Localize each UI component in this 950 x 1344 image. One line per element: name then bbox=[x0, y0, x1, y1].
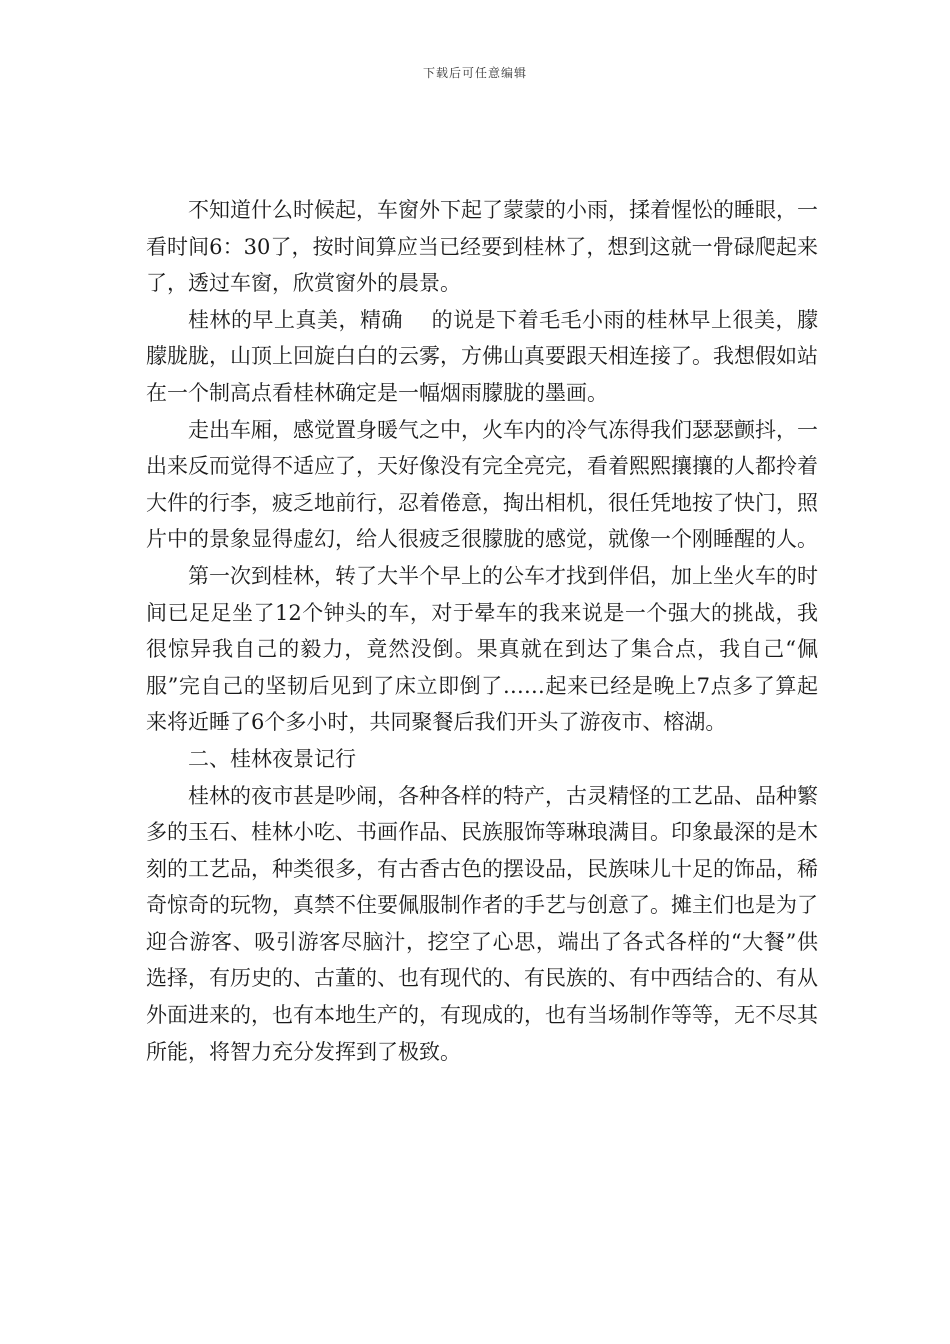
section-heading: 二、桂林夜景记行 bbox=[188, 746, 356, 771]
paragraph-5: 桂林的夜市甚是吵闹，各种各样的特产，古灵精怪的工艺品、品种繁多的玉石、桂林小吃、书画作品、民族服饰等琳琅满目。印象最深的是木刻的工艺品，种类很多，有古香古色的摆设品，民族味儿十足的饰品，稀奇惊奇的玩物，真禁不住要佩服制作者的手艺与创意了。摊主们也是为了迎合游客、吸引游客尽脑汁，挖空了心思，端出了各式各样的“大餐”供选择，有历史的、古董的、也有现代的、有民族的、有中西结合的、有从外面进来的，也有本地生产的，有现成的，也有当场制作等等，无不尽其所能，将智力充分发挥到了极致。 bbox=[146, 783, 818, 1064]
paragraph-1: 不知道什么时候起，车窗外下起了蒙蒙的小雨，揉着惺忪的睡眼，一看时间6：30了，按时间算应当已经要到桂林了，想到这就一骨碌爬起来了，透过车窗，欣赏窗外的晨景。 bbox=[146, 198, 818, 296]
paragraph-2: 桂林的早上真美，精确 的说是下着毛毛小雨的桂林早上很美，朦朦胧胧，山顶上回旋白白的云雾，方佛山真要跟天相连接了。我想假如站在一个制高点看桂林确定是一幅烟雨朦胧的墨画。 bbox=[146, 307, 818, 405]
paragraph-3: 走出车厢，感觉置身暖气之中，火车内的冷气冻得我们瑟瑟颤抖，一出来反而觉得不适应了，天好像没有完全亮完，看着熙熙攘攘的人都拎着大件的行李，疲乏地前行，忍着倦意，掏出相机，很任凭地按了快门，照片中的景象显得虚幻，给人很疲乏很朦胧的感觉，就像一个刚睡醒的人。 bbox=[146, 417, 818, 552]
paragraph-4: 第一次到桂林，转了大半个早上的公车才找到伴侣，加上坐火车的时间已足足坐了12个钟头的车，对于晕车的我来说是一个强大的挑战，我很惊异我自己的毅力，竟然没倒。果真就在到达了集合点，我自己“佩服”完自己的坚韧后见到了床立即倒了……起来已经是晚上7点多了算起来将近睡了6个多小时，共同聚餐后我们开头了游夜市、榕湖。 bbox=[146, 563, 818, 735]
header-note: 下载后可任意编辑 bbox=[422, 66, 527, 80]
document-body bbox=[146, 192, 818, 1070]
